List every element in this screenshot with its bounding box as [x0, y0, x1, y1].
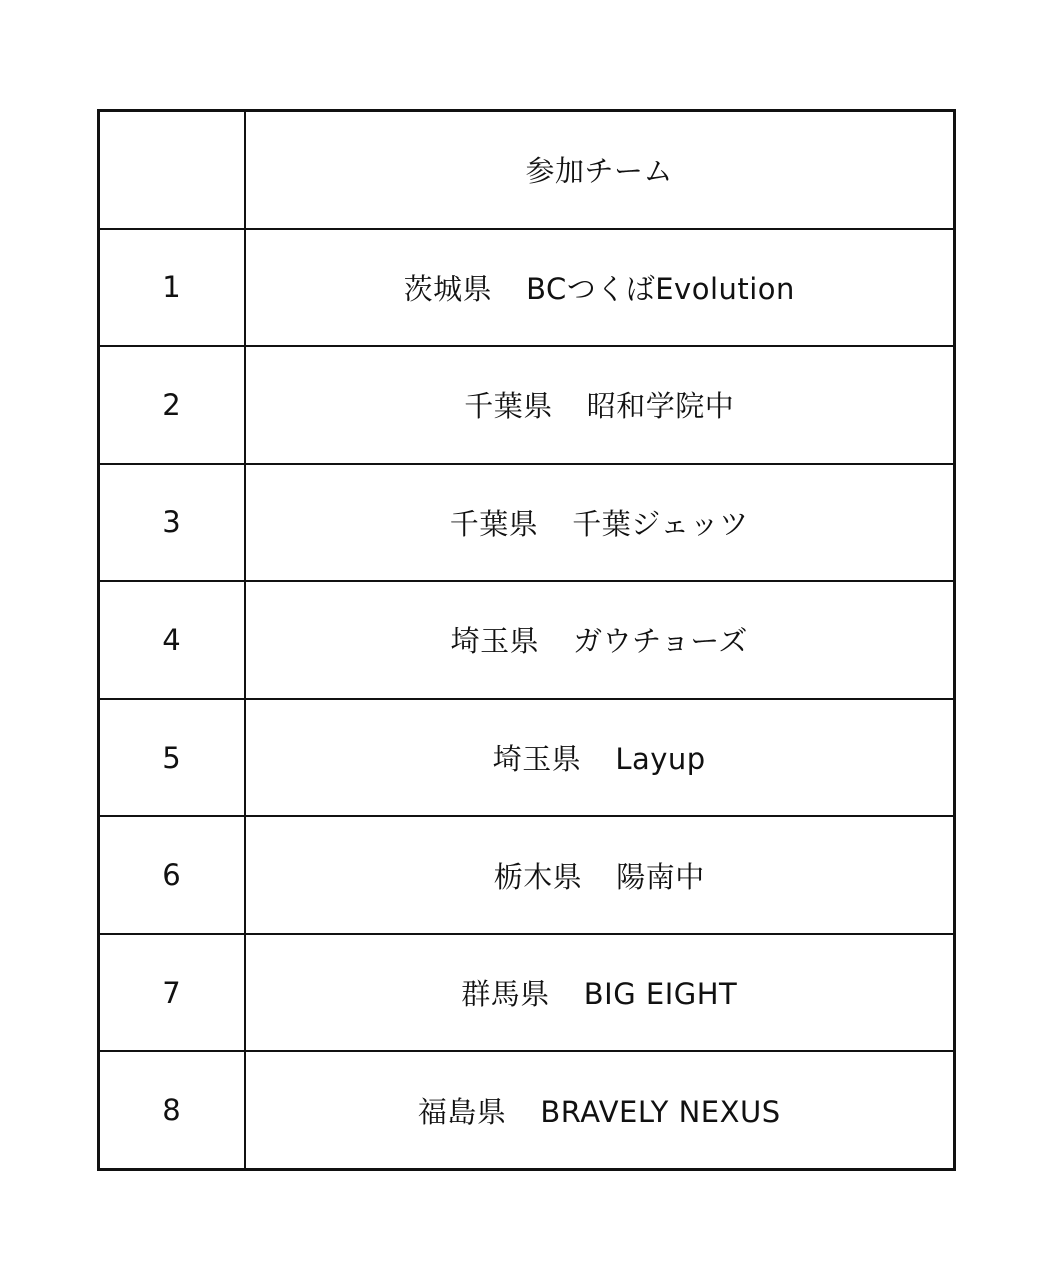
row-team: [245, 581, 955, 699]
row-number: 2: [99, 346, 245, 464]
header-team-cell: 参加チーム: [245, 111, 955, 229]
team-name: 昭和学院中: [586, 389, 735, 424]
prefecture-label: 群馬県: [461, 977, 550, 1012]
team-name: ガウチョーズ: [573, 624, 748, 659]
table-row: [99, 464, 955, 582]
table-row: [99, 816, 955, 934]
table-header-row: [99, 111, 955, 229]
prefecture-label: 千葉県: [464, 389, 553, 424]
team-name: BRAVELY NEXUS: [540, 1094, 781, 1129]
teams-table-container: [97, 109, 953, 1171]
prefecture-label: 福島県: [417, 1094, 507, 1129]
table-row: [99, 934, 955, 1052]
row-team: [245, 934, 955, 1052]
prefecture-label: 埼玉県: [450, 624, 540, 659]
row-team: [245, 1051, 955, 1169]
row-number: 8: [99, 1051, 245, 1169]
table-row: [99, 581, 955, 699]
header-number-cell: [99, 111, 245, 229]
prefecture-label: 栃木県: [493, 859, 583, 894]
prefecture-label: 茨城県: [403, 271, 493, 306]
table-row: [99, 1051, 955, 1169]
table-row: [99, 346, 955, 464]
row-team: [245, 464, 955, 582]
team-name: 陽南中: [616, 859, 705, 894]
row-number: 7: [99, 934, 245, 1052]
row-team: [245, 346, 955, 464]
row-number: 6: [99, 816, 245, 934]
team-name: BIG EIGHT: [583, 977, 738, 1012]
team-name: 千葉ジェッツ: [572, 506, 749, 541]
table-row: [99, 699, 955, 817]
table-row: [99, 229, 955, 347]
row-number: 4: [99, 581, 245, 699]
row-team: [245, 816, 955, 934]
row-number: 5: [99, 699, 245, 817]
row-number: 1: [99, 229, 245, 347]
row-team: [245, 229, 955, 347]
prefecture-label: 千葉県: [449, 506, 539, 541]
participating-teams-table: [97, 109, 956, 1171]
prefecture-label: 埼玉県: [492, 742, 582, 776]
team-name: BCつくばEvolution: [526, 271, 795, 306]
row-team: [245, 699, 955, 817]
row-number: 3: [99, 464, 245, 582]
team-name: Layup: [615, 742, 706, 776]
